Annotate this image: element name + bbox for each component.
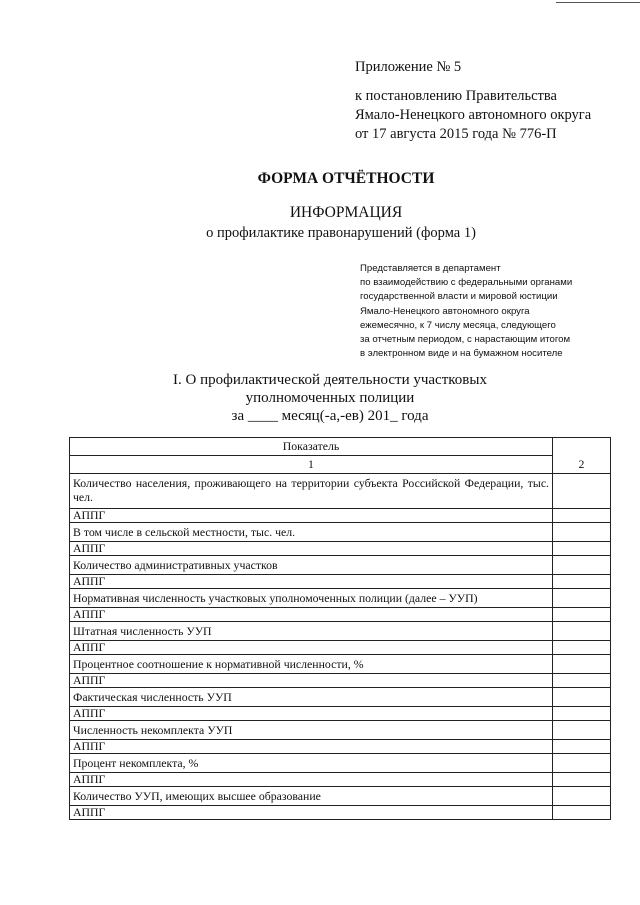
table-row: [70, 474, 611, 509]
submission-line: в электронном виде и на бумажном носителе: [360, 348, 563, 360]
value-cell[interactable]: [553, 641, 611, 655]
table-row: [70, 721, 611, 740]
submission-line: ежемесячно, к 7 числу месяца, следующего: [360, 319, 556, 331]
table-row: [70, 688, 611, 707]
indicator-cell: В том числе в сельской местности, тыс. чел.: [70, 523, 553, 542]
value-cell[interactable]: [553, 674, 611, 688]
value-cell[interactable]: [553, 740, 611, 754]
appg-cell: АППГ: [70, 509, 553, 523]
value-cell[interactable]: [553, 474, 611, 509]
column-number-1: 1: [70, 456, 553, 474]
submission-line: Ямало-Ненецкого автономного округа: [360, 305, 530, 317]
indicator-cell: Штатная численность УУП: [70, 622, 553, 641]
value-cell[interactable]: [553, 655, 611, 674]
value-cell[interactable]: [553, 556, 611, 575]
appendix-line: Ямало-Ненецкого автономного округа: [355, 107, 592, 123]
table-row: [70, 589, 611, 608]
appg-cell: АППГ: [70, 542, 553, 556]
table-row: [70, 707, 611, 721]
table-row: [70, 655, 611, 674]
indicator-cell: Нормативная численность участковых уполномоченных полиции (далее – УУП): [70, 589, 553, 608]
info-title: ИНФОРМАЦИЯ: [289, 204, 403, 221]
table-row: [70, 608, 611, 622]
value-cell[interactable]: [553, 509, 611, 523]
appendix-block: [355, 58, 591, 144]
section-heading-line: уполномоченных полиции: [245, 390, 415, 406]
value-cell[interactable]: [553, 773, 611, 787]
table-row: [70, 674, 611, 688]
appg-cell: АППГ: [70, 641, 553, 655]
indicator-cell: Количество УУП, имеющих высшее образование: [70, 787, 553, 806]
appendix-line: к постановлению Правительства: [355, 88, 557, 104]
indicator-cell: Фактическая численность УУП: [70, 688, 553, 707]
table-row: [70, 542, 611, 556]
appg-cell: АППГ: [70, 806, 553, 820]
table-row: [70, 523, 611, 542]
appg-cell: АППГ: [70, 707, 553, 721]
info-subtitle: о профилактике правонарушений (форма 1): [206, 225, 476, 241]
appg-cell: АППГ: [70, 575, 553, 589]
header-value-cell: [553, 438, 611, 474]
section-heading-line: I. О профилактической деятельности участковых: [173, 372, 487, 388]
indicator-cell: Процент некомплекта, %: [70, 754, 553, 773]
submission-line: Представляется в департамент: [360, 263, 501, 274]
appg-cell: АППГ: [70, 740, 553, 754]
value-cell[interactable]: [553, 754, 611, 773]
value-cell[interactable]: [553, 688, 611, 707]
value-cell[interactable]: [553, 622, 611, 641]
value-cell[interactable]: [553, 721, 611, 740]
value-cell[interactable]: [553, 608, 611, 622]
submission-line: государственной власти и мировой юстиции: [360, 291, 558, 303]
header-indicator-label: Показатель: [70, 438, 553, 456]
table-row: [70, 754, 611, 773]
table-header-row: [70, 438, 611, 456]
form-title: ФОРМА ОТЧЁТНОСТИ: [257, 170, 435, 187]
table-row: [70, 641, 611, 655]
appg-cell: АППГ: [70, 773, 553, 787]
table-row: [70, 556, 611, 575]
top-rule-decoration: [556, 2, 640, 3]
appendix-line: от 17 августа 2015 года № 776-П: [355, 126, 557, 142]
value-cell[interactable]: [553, 575, 611, 589]
table-number-row: [70, 456, 611, 474]
table-row: [70, 509, 611, 523]
value-cell[interactable]: [553, 806, 611, 820]
submission-note: [360, 262, 572, 361]
appendix-title: Приложение № 5: [355, 59, 462, 75]
value-cell[interactable]: [553, 787, 611, 806]
submission-line: по взаимодействию с федеральными органами: [360, 277, 573, 289]
value-cell[interactable]: [553, 707, 611, 721]
appg-cell: АППГ: [70, 674, 553, 688]
value-cell[interactable]: [553, 589, 611, 608]
indicator-cell: Количество административных участков: [70, 556, 553, 575]
section-heading: [0, 371, 640, 425]
table-row: [70, 787, 611, 806]
indicator-cell: Численность некомплекта УУП: [70, 721, 553, 740]
table-row: [70, 575, 611, 589]
column-number-2: 2: [578, 457, 585, 471]
value-cell[interactable]: [553, 523, 611, 542]
table-row: [70, 806, 611, 820]
section-heading-line: за ____ месяц(-а,-ев) 201_ года: [231, 408, 429, 424]
value-cell[interactable]: [553, 542, 611, 556]
appg-cell: АППГ: [70, 608, 553, 622]
table-row: [70, 740, 611, 754]
table-row: [70, 773, 611, 787]
indicator-cell: Количество населения, проживающего на территории субъекта Российской Федерации, тыс. чел.: [70, 474, 553, 509]
indicator-cell: Процентное соотношение к нормативной численности, %: [70, 655, 553, 674]
report-table: [69, 437, 611, 820]
table-row: [70, 622, 611, 641]
submission-line: за отчетным периодом, с нарастающим итогом: [360, 334, 571, 346]
